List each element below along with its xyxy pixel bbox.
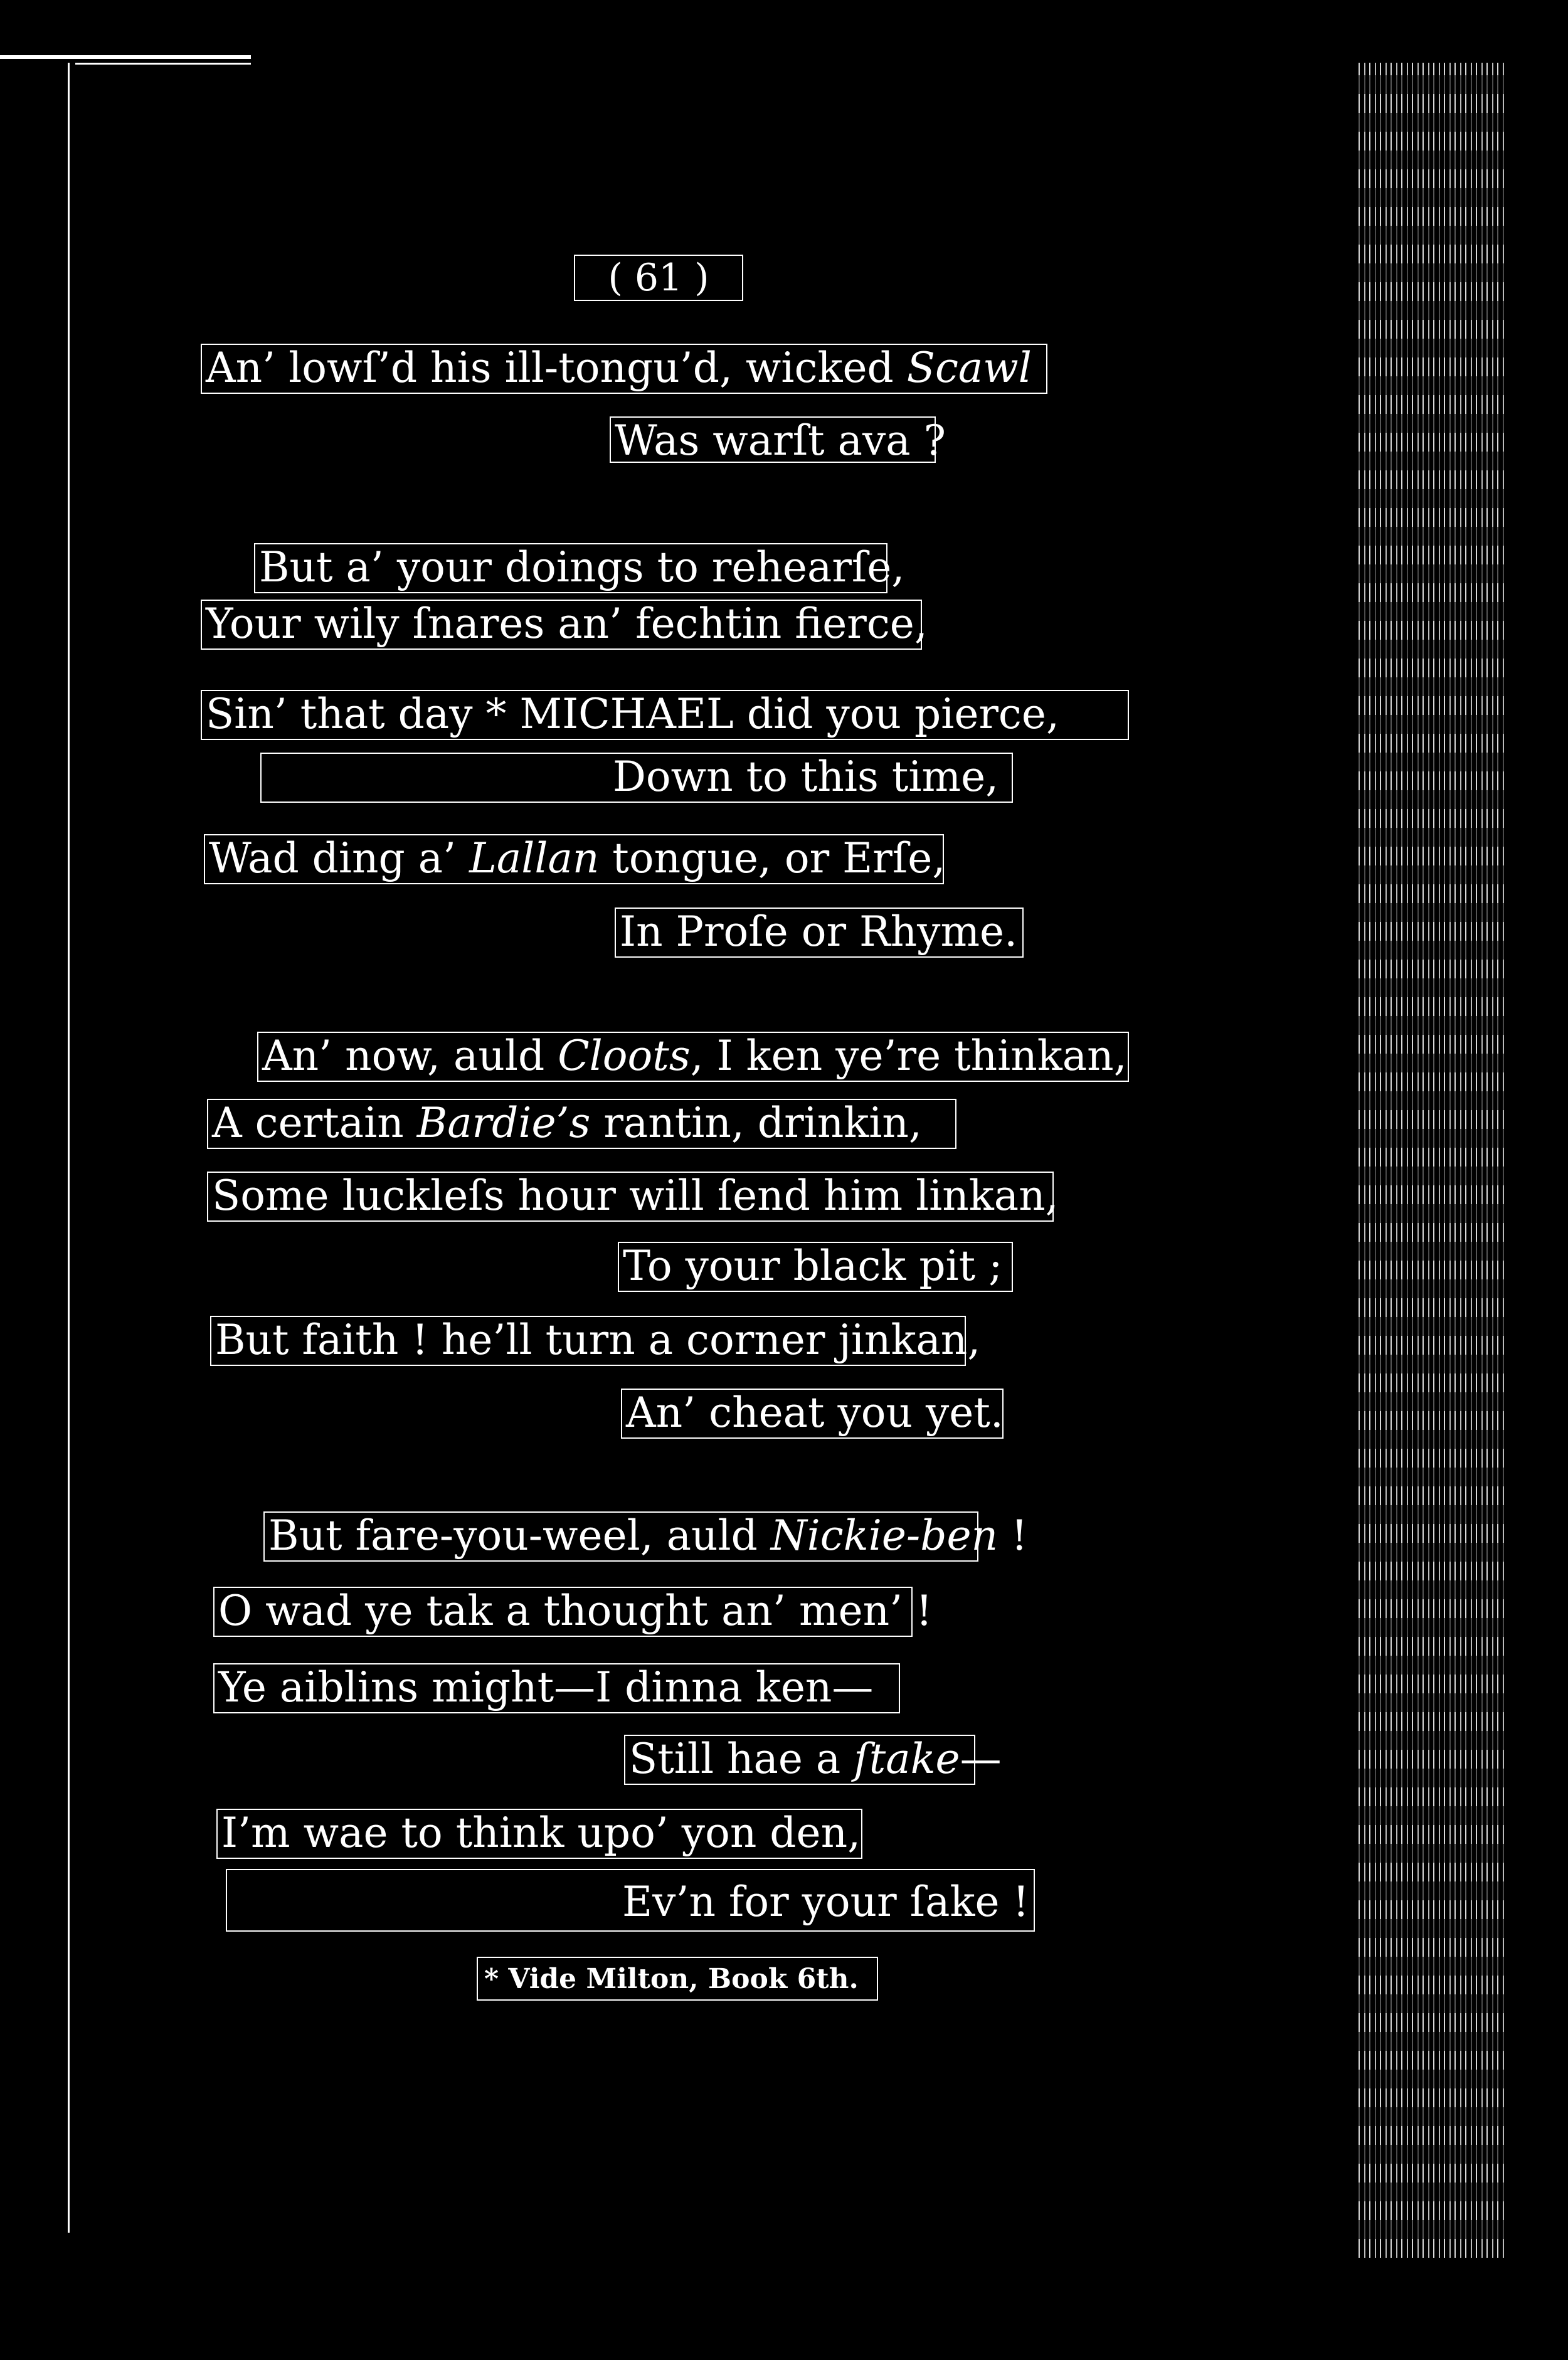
verse-line: In Proſe or Rhyme. [615,907,1024,958]
verse-line: O wad ye tak a thought an’ men’ ! [213,1587,913,1637]
verse-line: A certain Bardie’s rantin, drinkin, [207,1099,956,1149]
footnote: * Vide Milton, Book 6th. [477,1957,878,2001]
verse-line: An’ cheat you yet. [621,1389,1004,1439]
top-rule-inner [75,63,251,65]
verse-line: Sin’ that day * MICHAEL did you pierce, [201,690,1129,740]
verse-line: Your wily ſnares an’ fechtin fierce, [201,600,922,650]
verse-line: An’ lowſ’d his ill-tongu’d, wicked Scawl [201,344,1047,394]
verse-line: Down to this time, [260,753,1013,803]
verse-line: Wad ding a’ Lallan tongue, or Erſe, [204,834,944,884]
page-stack-shade [1355,63,1505,2258]
top-rule [0,55,251,59]
page-number: ( 61 ) [574,255,743,301]
verse-line: Was warſt ava ? [610,416,936,463]
verse-line: But faith ! he’ll turn a corner jinkan, [210,1316,966,1366]
verse-line: Still hae a ſtake— [624,1735,975,1785]
verse-line: Ye aiblins might—I dinna ken— [213,1663,900,1713]
verse-line: Ev’n for your ſake ! [226,1869,1035,1932]
book-left-edge [0,56,75,2233]
verse-line: But fare-you-weel, auld Nickie-ben ! [263,1511,978,1562]
spine-line [68,63,70,2233]
verse-line: To your black pit ; [618,1242,1013,1292]
verse-line: But a’ your doings to rehearſe, [254,543,887,593]
verse-line: I’m wae to think upo’ yon den, [216,1809,862,1859]
verse-line: Some luckleſs hour will ſend him linkan, [207,1172,1054,1222]
verse-line: An’ now, auld Cloots, I ken ye’re thinkan, [257,1032,1129,1082]
